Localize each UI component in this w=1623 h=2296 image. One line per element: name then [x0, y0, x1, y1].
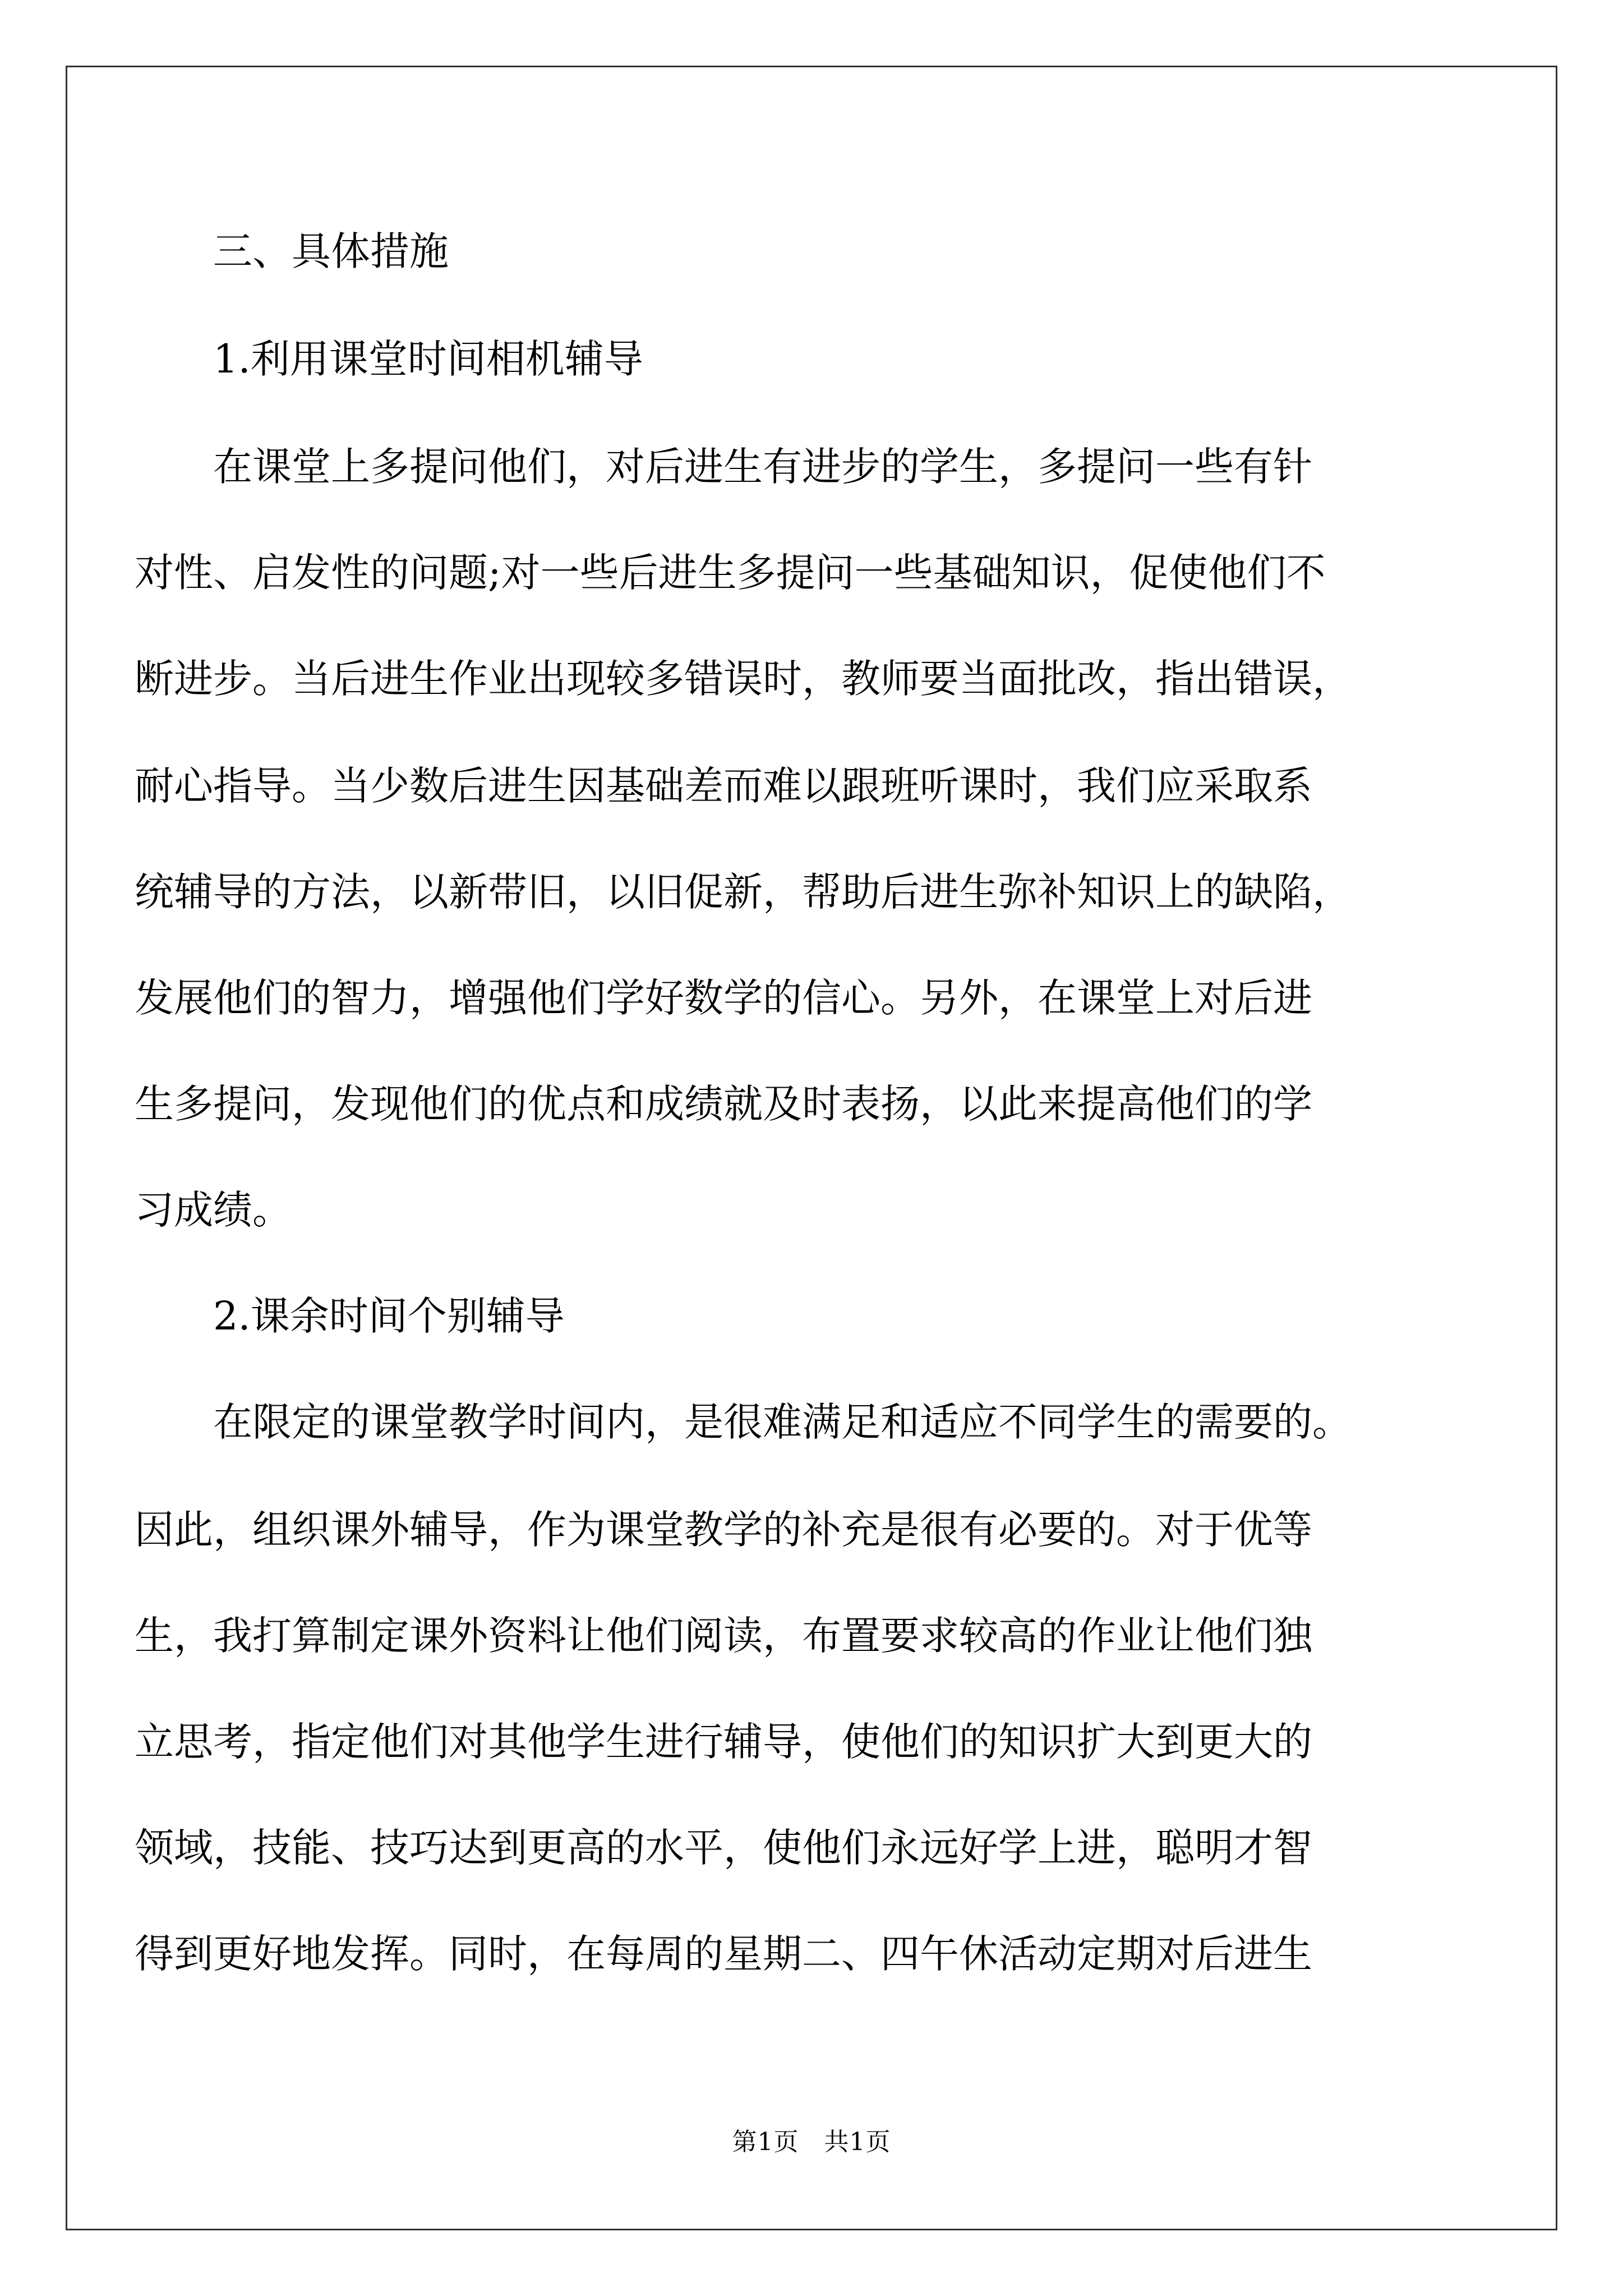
paragraph-1-line: 习成绩。: [135, 1187, 292, 1233]
paragraph-1-line: 对性、启发性的问题;对一些后进生多提问一些基础知识，促使他们不: [135, 550, 1326, 596]
paragraph-1-line: 在课堂上多提问他们，对后进生有进步的学生，多提问一些有针: [213, 444, 1312, 490]
paragraph-1-line: 耐心指导。当少数后进生因基础差而难以跟班听课时，我们应采取系: [135, 763, 1312, 809]
section-heading: 三、具体措施: [213, 228, 449, 274]
paragraph-1-line: 生多提问，发现他们的优点和成绩就及时表扬，以此来提高他们的学: [135, 1081, 1312, 1127]
section-1-title: 1.利用课堂时间相机辅导: [213, 336, 643, 382]
paragraph-2-line: 领域，技能、技巧达到更高的水平，使他们永远好学上进，聪明才智: [135, 1825, 1312, 1871]
paragraph-1-line: 断进步。当后进生作业出现较多错误时，教师要当面批改，指出错误，: [135, 656, 1352, 702]
page-footer: 第1页 共1页: [732, 2128, 891, 2156]
page-frame: [66, 66, 1557, 2230]
paragraph-2-line: 生，我打算制定课外资料让他们阅读，布置要求较高的作业让他们独: [135, 1613, 1312, 1659]
paragraph-2-line: 立思考，指定他们对其他学生进行辅导，使他们的知识扩大到更大的: [135, 1719, 1312, 1765]
paragraph-1-line: 发展他们的智力，增强他们学好数学的信心。另外，在课堂上对后进: [135, 975, 1312, 1021]
paragraph-2-line: 得到更好地发挥。同时，在每周的星期二、四午休活动定期对后进生: [135, 1931, 1312, 1977]
section-2-title: 2.课余时间个别辅导: [213, 1293, 565, 1339]
paragraph-2-line: 因此，组织课外辅导，作为课堂教学的补充是很有必要的。对于优等: [135, 1507, 1312, 1553]
paragraph-1-line: 统辅导的方法，以新带旧，以旧促新，帮助后进生弥补知识上的缺陷，: [135, 869, 1352, 915]
paragraph-2-line: 在限定的课堂教学时间内，是很难满足和适应不同学生的需要的。: [213, 1399, 1352, 1445]
